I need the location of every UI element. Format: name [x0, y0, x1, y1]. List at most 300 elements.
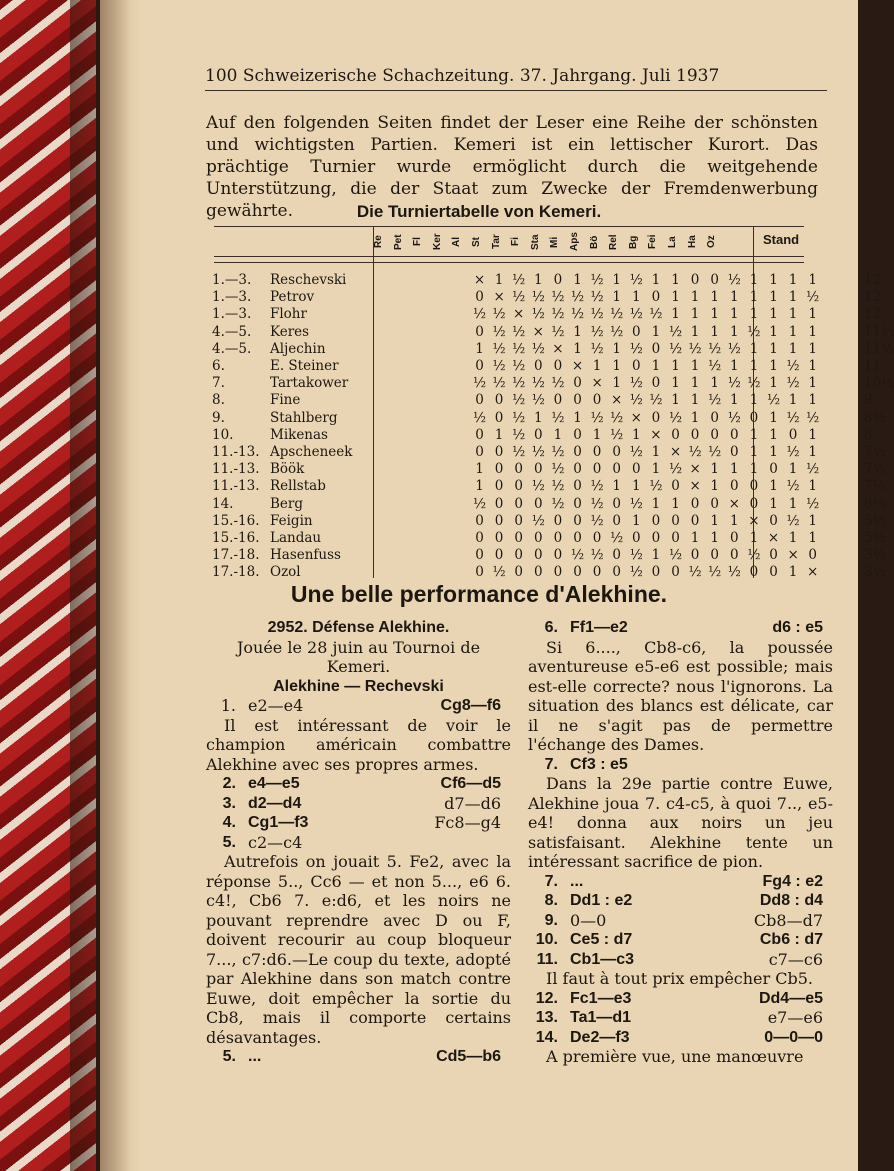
black-move	[690, 755, 833, 775]
black-move: 0—0—0	[764, 1028, 823, 1046]
result-cell: ½	[551, 409, 565, 426]
result-cell: 0	[475, 426, 484, 443]
result-cell: 0	[749, 564, 759, 581]
result-cell: 1	[632, 426, 641, 443]
player-name: Rellstab	[270, 478, 326, 495]
black-move: Dd4—e5	[758, 989, 823, 1007]
result-cell: 1	[494, 426, 504, 443]
result-cell: 1	[690, 289, 700, 306]
player-name: Apscheneek	[270, 444, 353, 460]
score-cell: 12	[864, 272, 882, 288]
black-move: Cb6 : d7	[759, 931, 823, 948]
result-cell: 0	[769, 564, 778, 581]
result-cell: ½	[472, 409, 487, 426]
result-cell: ×	[650, 426, 662, 443]
move-number: 1.	[220, 696, 236, 715]
rank-cell: 15.-16.	[212, 512, 260, 529]
result-cell: ½	[786, 409, 800, 426]
result-cell: 0	[573, 495, 582, 512]
result-cell: 0	[612, 495, 621, 512]
result-cell: 0	[651, 564, 661, 581]
move-number: 11.	[536, 950, 558, 968]
result-cell: 1	[769, 444, 778, 460]
result-cell: 0	[534, 426, 543, 443]
result-cell: ½	[786, 358, 800, 374]
result-cell: 1	[651, 358, 661, 374]
move-number: 7.	[544, 872, 558, 890]
result-cell: 1	[730, 392, 739, 409]
result-cell: 0	[612, 547, 621, 564]
result-cell: 0	[632, 358, 641, 374]
move-number: 4.	[222, 814, 236, 831]
result-cell: 1	[769, 495, 778, 512]
result-cell: 1	[612, 375, 621, 392]
rank-cell: 4.—5.	[212, 323, 252, 340]
white-move: c2—c4	[248, 832, 303, 852]
game-players: Alekhine — Rechevski	[273, 677, 444, 695]
comment-3: Si 6...., Cb8-c6, la poussée aventureuse e5-e6 est possible; mais est-elle correcte? nous l'ignorons. La situation des blancs est délicate, car il ne s'agit pas de permettre l'échange des Dames.	[528, 637, 833, 754]
result-cell: 0	[573, 444, 582, 460]
result-cell: 0	[514, 530, 523, 546]
score-cell: 3½	[864, 564, 886, 581]
player-name: Flohr	[270, 306, 307, 323]
result-cell: ½	[492, 375, 506, 392]
result-cell: 0	[573, 426, 582, 443]
result-cell: ½	[610, 426, 624, 443]
result-cell: 1	[808, 375, 817, 392]
column-header: St	[471, 237, 482, 247]
result-cell: 1	[788, 323, 798, 340]
result-cell: ½	[531, 340, 545, 357]
column-header: Rel	[608, 234, 620, 250]
result-cell: ½	[806, 409, 820, 426]
result-cell: ½	[747, 547, 761, 564]
white-move: Dd1 : e2	[570, 892, 633, 909]
black-move	[368, 833, 511, 853]
move-13	[528, 1008, 833, 1028]
score-cell: 12	[864, 306, 882, 323]
column-header: Tar	[490, 234, 502, 250]
result-cell: 1	[808, 340, 817, 357]
result-cell: 0	[710, 426, 719, 443]
result-cell: ½	[629, 444, 643, 460]
move-11	[528, 950, 833, 970]
move-1	[206, 696, 511, 716]
result-cell: ½	[629, 272, 643, 288]
result-cell: 1	[808, 512, 817, 529]
result-cell: ×	[611, 392, 623, 409]
player-name: Böök	[270, 461, 305, 478]
score-cell: 11½	[864, 323, 894, 340]
result-cell: 1	[808, 323, 817, 340]
result-cell: 0	[553, 358, 563, 374]
score-cell: 12	[864, 289, 882, 306]
result-cell: 1	[808, 530, 817, 546]
result-cell: 0	[534, 530, 543, 546]
result-cell: 0	[651, 512, 661, 529]
result-cell: ½	[610, 323, 624, 340]
result-cell: 1	[808, 306, 817, 323]
result-cell: 0	[475, 512, 484, 529]
black-move: Cf6—d5	[440, 775, 501, 792]
result-cell: 1	[788, 461, 798, 478]
column-header: Oz	[706, 235, 718, 249]
result-cell: 0	[671, 512, 680, 529]
result-cell: ½	[708, 444, 722, 460]
result-cell: 0	[651, 375, 661, 392]
white-move: Fc1—e3	[570, 989, 632, 1007]
player-name: Feigin	[270, 512, 313, 529]
result-cell: ½	[786, 478, 800, 495]
player-name: Ozol	[270, 564, 301, 581]
result-cell: 1	[651, 495, 661, 512]
result-cell: 0	[730, 547, 739, 564]
column-header: Ha	[686, 235, 698, 249]
result-cell: 0	[514, 547, 523, 564]
result-cell: 0	[475, 289, 484, 306]
black-move: d7—d6	[444, 793, 501, 813]
result-cell: 1	[769, 340, 778, 357]
result-cell: 1	[651, 323, 661, 340]
result-cell: ½	[531, 478, 545, 495]
comment-6: A première vue, une manœuvre	[546, 1047, 804, 1066]
result-cell: 1	[749, 340, 759, 357]
result-cell: 0	[749, 478, 759, 495]
result-cell: ½	[551, 323, 565, 340]
result-cell: 1	[475, 478, 484, 495]
black-move: e7—e6	[767, 1008, 823, 1027]
score-cell: 11½	[864, 340, 894, 357]
result-cell: ½	[570, 547, 585, 564]
result-cell: 0	[573, 392, 582, 409]
column-header: Bö	[588, 235, 600, 249]
result-cell: ½	[727, 375, 741, 392]
result-cell: 1	[651, 272, 661, 288]
result-cell: ½	[512, 392, 526, 409]
result-cell: 1	[690, 375, 700, 392]
result-cell: ½	[590, 495, 604, 512]
result-cell: ½	[551, 306, 565, 323]
result-cell: 0	[514, 461, 523, 478]
rank-cell: 8.	[212, 392, 225, 409]
result-cell: 0	[553, 547, 563, 564]
result-cell: ½	[786, 375, 800, 392]
result-cell: 0	[534, 461, 543, 478]
result-cell: 1	[710, 289, 719, 306]
score-cell: 8	[864, 426, 873, 443]
rank-cell: 1.—3.	[212, 272, 252, 288]
result-cell: 1	[651, 444, 661, 460]
result-cell: ½	[492, 340, 506, 357]
game-heading: 2952. Défense Alekhine.	[267, 619, 450, 636]
result-cell: 0	[475, 530, 484, 546]
result-cell: 1	[730, 323, 739, 340]
result-cell: 0	[534, 547, 543, 564]
move-number: 14.	[535, 1028, 558, 1046]
result-cell: ½	[551, 478, 565, 495]
result-cell: ½	[590, 306, 604, 323]
result-cell: ½	[492, 358, 506, 374]
result-cell: ½	[629, 547, 643, 564]
result-cell: 0	[632, 461, 641, 478]
result-cell: 0	[494, 444, 504, 460]
result-cell: 1	[788, 340, 798, 357]
result-cell: ½	[688, 444, 702, 460]
player-name: Stahlberg	[270, 409, 338, 426]
result-cell: ×	[513, 306, 525, 323]
result-cell: 0	[730, 530, 739, 546]
black-move: c7—c6	[768, 949, 823, 969]
comment-5: Il faut à tout prix empêcher Cb5.	[546, 969, 813, 988]
result-cell: ½	[668, 547, 683, 564]
result-cell: 0	[553, 564, 563, 581]
result-cell: ×	[669, 444, 682, 460]
move-5	[206, 833, 511, 853]
result-cell: 1	[710, 512, 719, 529]
white-move: Cb1—c3	[570, 950, 635, 968]
result-cell: 1	[573, 272, 582, 288]
result-cell: ½	[747, 323, 761, 340]
move-number: 3.	[222, 794, 236, 812]
left-column	[206, 618, 511, 1067]
column-header: Re	[373, 235, 384, 249]
article-headline: Une belle performance d'Alekhine.	[290, 581, 668, 607]
result-cell: ×	[630, 409, 642, 426]
result-cell: ½	[629, 340, 643, 357]
result-cell: 0	[573, 564, 582, 581]
result-cell: ½	[786, 444, 800, 460]
rank-cell: 1.—3.	[212, 306, 252, 323]
result-cell: 0	[573, 530, 582, 546]
result-cell: ×	[493, 289, 505, 306]
result-cell: 1	[710, 461, 719, 478]
result-cell: ½	[512, 358, 526, 374]
result-cell: ½	[708, 392, 722, 409]
result-cell: 0	[494, 495, 504, 512]
result-cell: 0	[710, 272, 719, 288]
column-header: Fi	[510, 237, 522, 247]
result-cell: ½	[668, 340, 683, 357]
column-header: Mi	[549, 236, 561, 248]
player-name: E. Steiner	[270, 358, 339, 374]
result-cell: ×	[591, 375, 603, 392]
result-cell: ½	[629, 306, 643, 323]
result-cell: 0	[475, 323, 484, 340]
player-name: Tartakower	[270, 375, 349, 392]
result-cell: 1	[573, 340, 582, 357]
player-name: Mikenas	[270, 426, 328, 443]
move-10	[528, 930, 833, 950]
result-cell: ½	[727, 340, 741, 357]
result-cell: ½	[806, 495, 820, 512]
move-7	[528, 755, 833, 775]
move-number: 13.	[535, 1009, 558, 1026]
result-cell: ½	[766, 392, 781, 409]
result-cell: 0	[514, 478, 523, 495]
result-cell: ½	[472, 375, 487, 392]
right-column	[528, 618, 833, 1067]
result-cell: 0	[612, 444, 621, 460]
result-cell: 1	[730, 306, 739, 323]
result-cell: 0	[710, 547, 719, 564]
rank-cell: 15.-16.	[212, 530, 260, 546]
black-move: d6 : e5	[772, 619, 823, 636]
player-name: Landau	[270, 530, 322, 546]
column-header: Pet	[392, 234, 404, 250]
result-cell: ½	[512, 409, 526, 426]
result-cell: ½	[590, 289, 604, 306]
table-top-rule	[214, 226, 804, 227]
result-cell: 1	[710, 375, 719, 392]
white-move: e4—e5	[248, 775, 300, 792]
rank-cell: 11.-13.	[212, 478, 260, 495]
result-cell: 1	[769, 409, 778, 426]
result-cell: 1	[808, 392, 817, 409]
white-move: ...	[570, 872, 584, 890]
result-cell: ½	[551, 444, 565, 460]
score-cell: 7½	[864, 461, 886, 478]
result-cell: 0	[514, 512, 523, 529]
result-cell: ½	[551, 495, 565, 512]
result-cell: 1	[690, 392, 700, 409]
move-number: 5.	[222, 1048, 236, 1065]
game-played: Jouée le 28 juin au Tournoi de Kemeri.	[236, 637, 481, 676]
result-cell: 0	[730, 478, 739, 495]
result-cell: 0	[632, 323, 641, 340]
move-number: 7.	[544, 755, 558, 773]
player-name: Berg	[270, 495, 304, 512]
result-cell: 1	[534, 409, 543, 426]
result-cell: ½	[551, 289, 565, 306]
result-cell: 1	[612, 478, 621, 495]
result-cell: 0	[475, 358, 484, 374]
result-cell: 1	[769, 426, 778, 443]
result-cell: 1	[788, 392, 798, 409]
result-cell: 1	[730, 512, 739, 529]
result-cell: 0	[592, 530, 602, 546]
score-cell: 9	[864, 392, 873, 409]
result-cell: 0	[494, 478, 504, 495]
player-name: Keres	[270, 323, 310, 340]
result-cell: 0	[573, 478, 582, 495]
result-cell: ½	[649, 306, 663, 323]
comment-2: Autrefois on jouait 5. Fe2, avec la réponse 5.., Cc6 — et non 5..., e6 6. c4!, Cb6 7. e:d6, et les noirs ne pouvant reprendre avec D ou F, doivent recourir au coup bloqueur 7..., c7:d6.—Le coup du texte, adopté par Alekhine dans son match contre Euwe, doit empêcher la sortie du Cb8, mais il comporte certains désavantages.	[206, 852, 511, 1047]
move-14	[528, 1028, 833, 1048]
rank-cell: 17.-18.	[212, 547, 260, 564]
result-cell: ½	[590, 512, 604, 529]
result-cell: 1	[710, 323, 719, 340]
result-cell: ½	[590, 409, 604, 426]
result-cell: 1	[690, 409, 700, 426]
column-header: Bg	[627, 235, 639, 249]
result-cell: 1	[808, 358, 817, 374]
result-cell: 1	[808, 478, 817, 495]
table-head-rule-2	[214, 262, 804, 263]
move-12	[528, 989, 833, 1009]
result-cell: 0	[573, 375, 582, 392]
result-cell: ×	[532, 323, 544, 340]
result-cell: 1	[749, 426, 759, 443]
result-cell: ×	[689, 461, 701, 478]
result-cell: 1	[671, 375, 680, 392]
result-cell: 1	[788, 272, 798, 288]
result-cell: ½	[708, 564, 722, 581]
result-cell: 1	[769, 272, 778, 288]
result-cell: ½	[727, 409, 741, 426]
result-cell: 1	[671, 272, 680, 288]
result-cell: ½	[668, 461, 683, 478]
rank-cell: 11.-13.	[212, 461, 260, 478]
move-4	[206, 813, 511, 833]
stand-header: Stand	[763, 232, 800, 247]
move-number: 10.	[535, 931, 558, 948]
result-cell: 1	[788, 564, 798, 581]
result-cell: 0	[651, 409, 661, 426]
column-header: Fl	[412, 237, 424, 247]
result-cell: ×	[787, 547, 799, 564]
result-cell: 1	[710, 478, 719, 495]
result-cell: ½	[512, 444, 526, 460]
rank-cell: 4.—5.	[212, 340, 252, 357]
move-5b	[206, 1047, 511, 1067]
result-cell: ½	[472, 495, 487, 512]
result-cell: 1	[788, 495, 798, 512]
score-cell: 3½	[864, 547, 886, 564]
result-cell: 0	[690, 426, 700, 443]
result-cell: ½	[708, 340, 722, 357]
result-cell: 0	[808, 547, 817, 564]
result-cell: 1	[592, 358, 602, 374]
result-cell: 0	[553, 272, 563, 288]
result-cell: 1	[671, 495, 680, 512]
result-cell: 0	[710, 409, 719, 426]
result-cell: ½	[610, 530, 624, 546]
rank-cell: 9.	[212, 409, 225, 426]
result-cell: ½	[512, 289, 526, 306]
result-cell: 1	[749, 289, 759, 306]
result-cell: 1	[612, 272, 621, 288]
player-name: Fine	[270, 392, 301, 409]
result-cell: 0	[730, 444, 739, 460]
result-cell: 1	[671, 289, 680, 306]
move-number: 6.	[544, 619, 558, 636]
move-number: 2.	[222, 775, 236, 792]
result-cell: 0	[612, 512, 621, 529]
result-cell: ½	[531, 306, 545, 323]
result-cell: 1	[671, 306, 680, 323]
result-cell: ½	[629, 495, 643, 512]
table-title: Die Turniertabelle von Kemeri.	[356, 202, 602, 221]
result-cell: 1	[690, 358, 700, 374]
column-header: Ker	[431, 233, 443, 251]
result-cell: ½	[629, 375, 643, 392]
intro-paragraph: Auf den folgenden Seiten findet der Leser eine Reihe der schönsten und wichtigsten Partien. Kemeri ist ein lettischer Kurort. Das prächtige Turnier wurde ermöglicht durch die weitgehende Unterstützung, die der Staat zum Zwecke der Fremdenwerbung gewährte.	[206, 113, 818, 221]
black-move: Cb8—d7	[753, 910, 823, 930]
result-cell: 1	[749, 306, 759, 323]
column-header: Sta	[529, 234, 541, 250]
result-cell: 1	[475, 340, 484, 357]
result-cell: 1	[788, 306, 798, 323]
result-cell: ½	[531, 289, 545, 306]
result-cell: 1	[769, 478, 778, 495]
player-name: Petrov	[270, 289, 315, 306]
result-cell: ½	[570, 289, 585, 306]
score-cell: 5½	[864, 512, 886, 529]
result-cell: 0	[553, 512, 563, 529]
white-move: Ff1—e2	[570, 619, 628, 636]
result-cell: 1	[769, 306, 778, 323]
result-cell: 1	[808, 426, 817, 443]
